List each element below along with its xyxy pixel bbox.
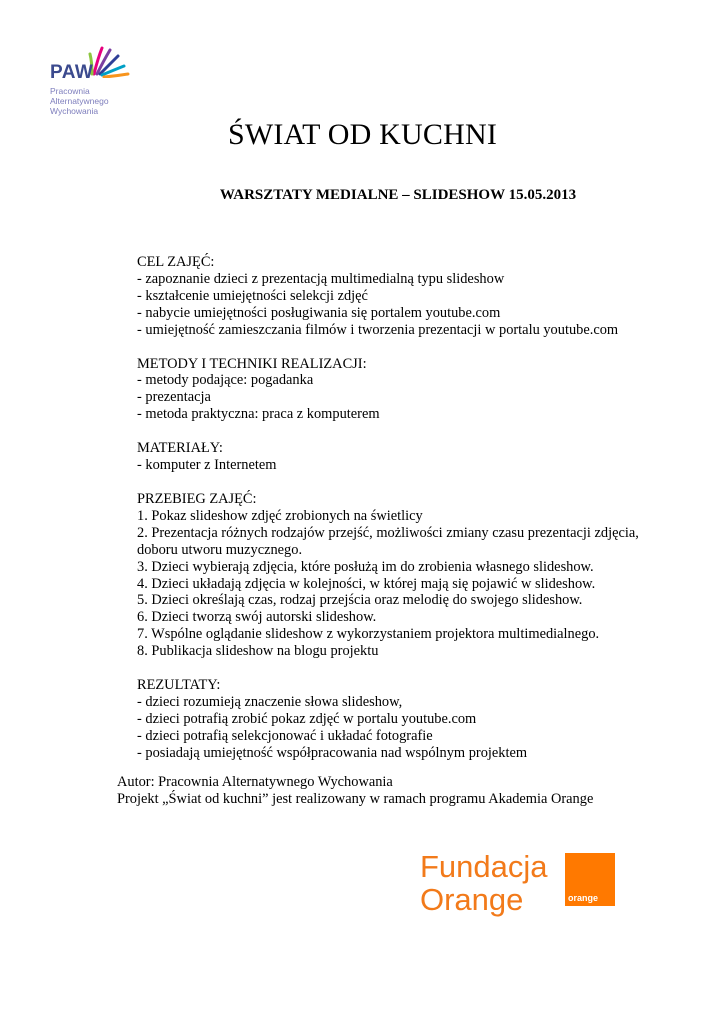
section-line: 7. Wspólne oglądanie slideshow z wykorzystaniem projektora multimedialnego. [137, 626, 600, 643]
section-line: 1. Pokaz slideshow zdjęć zrobionych na świetlicy [137, 507, 423, 524]
section-line: - nabycie umiejętności posługiwania się portalem youtube.com [137, 304, 501, 321]
logo-letters: PAW [50, 62, 94, 83]
footer-credits [117, 774, 697, 808]
section-metody [137, 356, 697, 424]
section-line: - komputer z Internetem [137, 457, 277, 474]
project-line: Projekt „Świat od kuchni” jest realizowany w ramach programu Akademia Orange [117, 790, 594, 807]
document-title: ŚWIAT OD KUCHNI [227, 118, 498, 151]
section-line: - prezentacja [137, 389, 211, 406]
section-line: 6. Dzieci tworzą swój autorski slideshow. [137, 609, 377, 626]
section-heading: PRZEBIEG ZAJĘĆ: [137, 490, 257, 507]
orange-badge-label: orange [568, 893, 599, 903]
paw-logo [50, 44, 130, 122]
section-rezultaty [137, 677, 697, 762]
section-przebieg [137, 491, 697, 660]
section-line: 4. Dzieci układają zdjęcia w kolejności, w której mają się pojawić w slideshow. [137, 575, 596, 592]
orange-badge-icon [565, 853, 615, 906]
section-line: - metoda praktyczna: praca z komputerem [137, 406, 380, 423]
section-line: 5. Dzieci określają czas, rodzaj przejścia oraz melodię do swojego slideshow. [137, 592, 583, 609]
section-line: - dzieci potrafią zrobić pokaz zdjęć w portalu youtube.com [137, 710, 477, 727]
section-line: - posiadają umiejętność współpracowania nad wspólnym projektem [137, 744, 528, 761]
section-materialy [137, 440, 697, 474]
section-line: - dzieci rozumieją znaczenie słowa slideshow, [137, 693, 403, 710]
section-line: 8. Publikacja slideshow na blogu projektu [137, 643, 379, 660]
section-heading: REZULTATY: [137, 677, 221, 694]
logo-subtitle-line: Alternatywnego [50, 96, 109, 106]
sponsor-line: Orange [420, 882, 524, 917]
logo-subtitle [50, 86, 109, 116]
section-heading: MATERIAŁY: [137, 440, 223, 457]
section-line: 2. Prezentacja różnych rodzajów przejść, możliwości zmiany czasu prezentacji zdjęcia, [137, 524, 639, 541]
section-line: - kształcenie umiejętności selekcji zdjęć [137, 287, 368, 304]
section-heading: METODY I TECHNIKI REALIZACJI: [137, 355, 367, 372]
hands-logo-icon [88, 44, 130, 78]
sponsor-line: Fundacja [420, 849, 548, 884]
section-cel [137, 254, 697, 339]
section-line: - zapoznanie dzieci z prezentacją multimedialną typu slideshow [137, 270, 505, 287]
section-line: 3. Dzieci wybierają zdjęcia, które posłużą im do zrobienia własnego slideshow. [137, 558, 594, 575]
document-subtitle: WARSZTATY MEDIALNE – SLIDESHOW 15.05.2013 [219, 187, 577, 203]
section-line: - metody podające: pogadanka [137, 372, 314, 389]
document-body [137, 254, 697, 762]
section-heading: CEL ZAJĘĆ: [137, 254, 215, 270]
author-line: Autor: Pracownia Alternatywnego Wychowania [117, 774, 393, 790]
logo-subtitle-line: Wychowania [50, 106, 99, 116]
section-line: doboru utworu muzycznego. [137, 541, 303, 558]
section-line: - dzieci potrafią selekcjonować i układać fotografie [137, 727, 433, 744]
fundacja-orange-logo [420, 850, 548, 916]
logo-subtitle-line: Pracownia [50, 86, 90, 96]
section-line: - umiejętność zamieszczania filmów i tworzenia prezentacji w portalu youtube.com [137, 321, 619, 338]
